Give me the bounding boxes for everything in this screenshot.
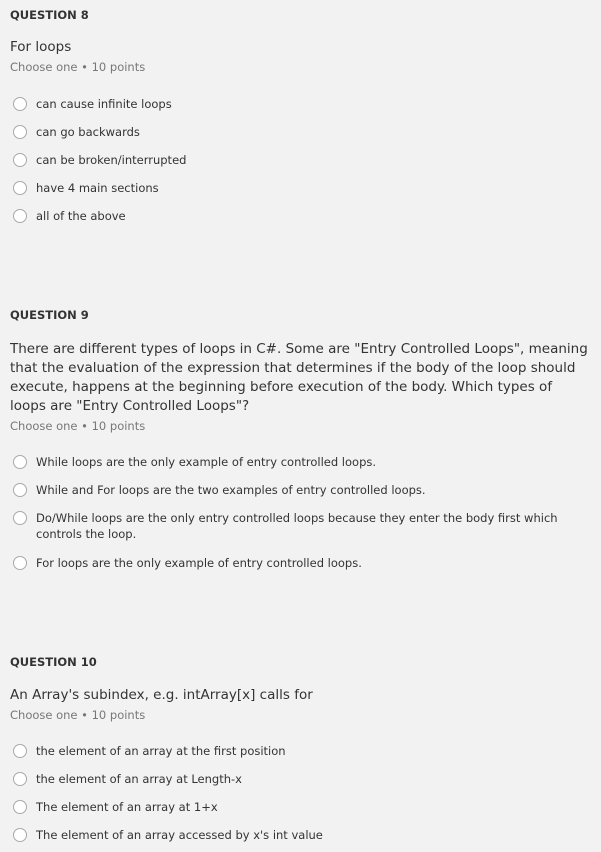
question-label: QUESTION 10: [10, 655, 97, 669]
option-label: For loops are the only example of entry controlled loops.: [36, 556, 362, 570]
option-label: While and For loops are the two examples of entry controlled loops.: [36, 483, 426, 497]
radio-button[interactable]: [13, 97, 27, 111]
answer-option[interactable]: [10, 97, 589, 125]
option-label: the element of an array at Length-x: [36, 772, 242, 786]
option-label: can cause infinite loops: [36, 97, 172, 111]
option-label: Do/While loops are the only entry controlled loops because they enter the body first which controls the loop.: [36, 511, 558, 541]
radio-button[interactable]: [13, 556, 27, 570]
radio-button[interactable]: [13, 455, 27, 469]
answer-option[interactable]: [10, 772, 589, 800]
answer-option[interactable]: [10, 209, 589, 237]
radio-button[interactable]: [13, 828, 27, 842]
radio-button[interactable]: [13, 483, 27, 497]
radio-button[interactable]: [13, 181, 27, 195]
answer-option[interactable]: [10, 556, 589, 584]
answer-option[interactable]: [10, 483, 589, 511]
question-text: There are different types of loops in C#. Some are "Entry Controlled Loops", meaning that the evaluation of the expression that determines if the body of the loop should execute, happens at the beginning before execution of the body. Which types of loops are "Entry Controlled Loops"?: [10, 341, 588, 414]
option-label: The element of an array at 1+x: [36, 800, 218, 814]
answer-option[interactable]: [10, 153, 589, 181]
answer-options: [10, 744, 589, 852]
answer-option[interactable]: [10, 744, 589, 772]
radio-button[interactable]: [13, 511, 27, 525]
radio-button[interactable]: [13, 744, 27, 758]
question-8: [10, 7, 589, 237]
answer-option[interactable]: [10, 181, 589, 209]
answer-options: [10, 97, 589, 237]
question-10: [10, 654, 589, 852]
question-text: For loops: [10, 39, 72, 55]
answer-options: [10, 455, 589, 584]
question-label: QUESTION 9: [10, 308, 89, 322]
radio-button[interactable]: [13, 125, 27, 139]
option-label: the element of an array at the first position: [36, 744, 286, 758]
question-meta: Choose one • 10 points: [10, 708, 146, 722]
answer-option[interactable]: [10, 828, 589, 852]
question-meta: Choose one • 10 points: [10, 419, 146, 433]
option-label: all of the above: [36, 209, 126, 223]
question-9: [10, 307, 589, 584]
option-label: While loops are the only example of entry controlled loops.: [36, 455, 377, 469]
option-label: The element of an array accessed by x's int value: [36, 828, 323, 842]
answer-option[interactable]: [10, 511, 589, 556]
radio-button[interactable]: [13, 209, 27, 223]
question-meta: Choose one • 10 points: [10, 60, 146, 74]
option-label: can be broken/interrupted: [36, 153, 187, 167]
option-label: can go backwards: [36, 125, 140, 139]
answer-option[interactable]: [10, 455, 589, 483]
question-text: An Array's subindex, e.g. intArray[x] calls for: [10, 687, 313, 703]
radio-button[interactable]: [13, 153, 27, 167]
answer-option[interactable]: [10, 800, 589, 828]
radio-button[interactable]: [13, 772, 27, 786]
radio-button[interactable]: [13, 800, 27, 814]
answer-option[interactable]: [10, 125, 589, 153]
question-label: QUESTION 8: [10, 8, 89, 22]
option-label: have 4 main sections: [36, 181, 159, 195]
